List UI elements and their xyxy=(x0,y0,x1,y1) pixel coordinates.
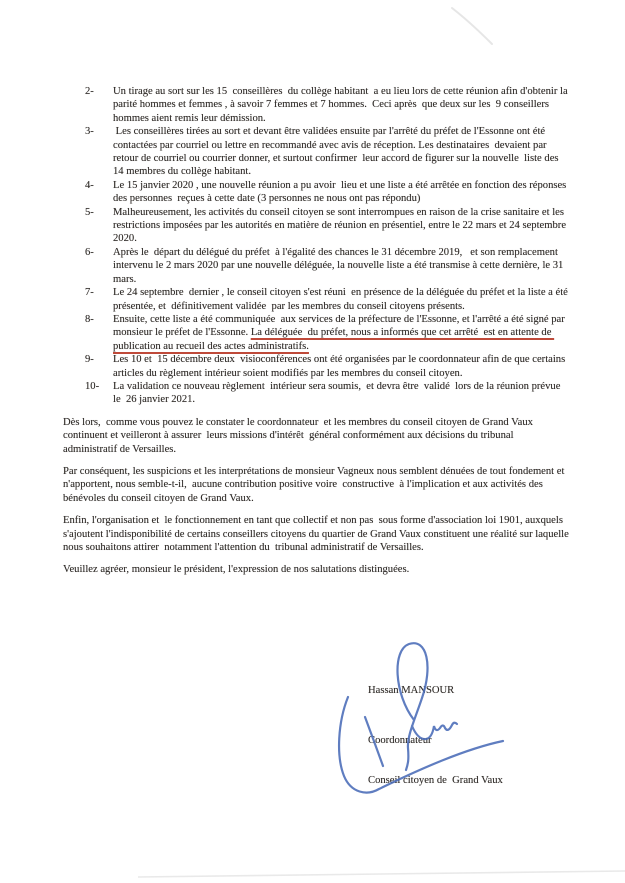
signer-name: Hassan MANSOUR xyxy=(368,684,455,696)
letter-body xyxy=(63,85,575,577)
paragraph: Par conséquent, les suspicions et les interprétations de monsieur Vagneux nous semblent dénuées de tout fondement et n'apportent, nous semble-t-il, aucune contribution positive voire constructive à l'implication et aux activités des bénévoles du conseil citoyen de Grand Vaux. xyxy=(63,465,568,504)
list-item-text: Ensuite, cette liste a été communiquée aux services de la préfecture de l'Essonne, et l'arrêté a été signé par monsieur le préfet de l'Essonne. xyxy=(113,313,568,339)
list-item-number: 10- xyxy=(85,380,100,392)
list-item-number: 2- xyxy=(85,86,94,97)
list-item xyxy=(63,179,570,206)
list-item-number: 5- xyxy=(85,206,94,218)
list-item-number: 7- xyxy=(85,287,94,299)
list-item-number: 8- xyxy=(85,313,94,325)
list-item-text: Après le départ du délégué du préfet à l'égalité des chances le 31 décembre 2019, et son remplacement intervenu le 2 mars 2020 par une nouvelle déléguée, la nouvelle liste a été transmise à cette dernière, le 31 mars. xyxy=(113,246,567,285)
list-item xyxy=(63,313,570,353)
list-item xyxy=(63,286,574,313)
signer-organization: Conseil citoyen de Grand Vaux xyxy=(368,775,503,787)
list-item xyxy=(63,206,570,246)
scan-artifact-icon xyxy=(450,6,500,48)
list-item-text: Un tirage au sort sur les 15 conseillères du collège habitant a eu lieu lors de cette réunion afin d'obtenir la parité hommes et femmes , à savoir 7 femmes et 7 hommes. Ceci après que deux sur les 9 conseillers hommes aient remis leur démission. xyxy=(113,86,571,124)
list-item-text: Le 15 janvier 2020 , une nouvelle réunion a pu avoir lieu et une liste a été arrêtée en fonction des réponses des personnes reçues à cette date (3 personnes ne nous ont pas répondu) xyxy=(113,179,569,205)
signer-role: Coordonnateur xyxy=(368,735,432,747)
list-item-text: Le 24 septembre dernier , le conseil citoyen s'est réuni en présence de la déléguée du préfet et la liste a été présentée, et définitivement validée par les membres du conseil citoyens présents. xyxy=(113,287,574,312)
list-item-text: Les 10 et 15 décembre deux visioconférences ont été organisées par le coordonnateur afin de que certains articles du règlement intérieur soient modifiés par les membres du conseil citoyen. xyxy=(113,354,568,379)
underlined-text: La déléguée du préfet, nous a informés que cet arrêté est en attente de publication au recueil des actes administratifs. xyxy=(113,327,555,352)
list-item-number: 9- xyxy=(85,354,94,366)
list-item xyxy=(63,353,570,380)
signature-block xyxy=(368,657,503,814)
closing-salutation: Veuillez agréer, monsieur le président, l'expression de nos salutations distinguées. xyxy=(63,564,410,576)
list-item xyxy=(63,85,570,125)
list-item-text: Malheureusement, les activités du conseil citoyen se sont interrompues en raison de la crise sanitaire et les restrictions imposées par les autorités en matière de réunion en présentiel, entre le 22 mars et 24 septembre 2020. xyxy=(113,206,569,245)
paragraph: Enfin, l'organisation et le fonctionnement en tant que collectif et non pas sous forme d'association loi 1901, auxquels s'ajoutent l'indisponibilité de certains conseillers citoyens du quartier de Grand Vaux constituent une réalité sur laquelle nous souhaitons attirer notamment l'attention du tribunal administratif de Versailles. xyxy=(63,515,575,553)
list-item xyxy=(63,246,570,286)
list-item-text: La validation ce nouveau règlement intérieur sera soumis, et devra être validé lors de la réunion prévue le 26 janvier 2021. xyxy=(113,380,564,406)
list-item-text: Les conseillères tirées au sort et devant être validées ensuite par l'arrêté du préfet de l'Essonne ont été contactées par courriel ou lettre en recommandé avec avis de réception. Les destinataires devaient par retour de courriel ou courrier donner, et surtout confirmer leur accord de figurer sur la nouvelle liste des 14 membres du collège habitant. xyxy=(113,126,562,178)
list-item-number: 3- xyxy=(85,126,94,138)
list-item-number: 6- xyxy=(85,246,94,258)
paragraph: Dès lors, comme vous pouvez le constater le coordonnateur et les membres du conseil citoyen de Grand Vaux continuent et veilleront à assurer leurs missions d'intérêt général conformément aux décisions du tribunal administratif de Versailles. xyxy=(63,416,539,455)
scan-line-artifact-icon xyxy=(138,868,625,880)
list-item xyxy=(63,125,570,179)
list-item xyxy=(63,380,570,407)
list-item-number: 4- xyxy=(85,179,94,191)
